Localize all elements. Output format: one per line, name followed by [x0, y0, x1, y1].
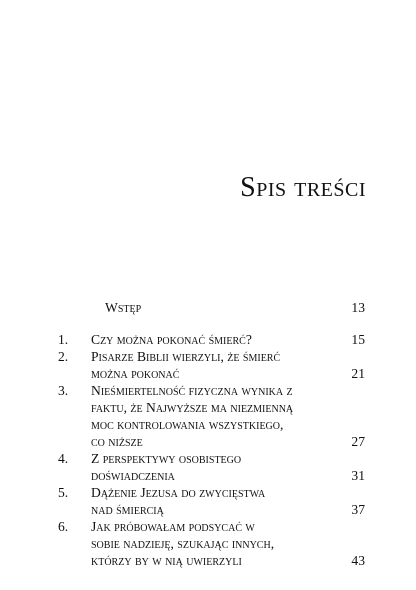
toc-entry-page: 31 [351, 468, 365, 483]
toc-entry-line: Pisarze Biblii wierzyli, że śmierć [91, 349, 281, 364]
toc-entry-label [105, 299, 335, 316]
toc-entry-line: sobie nadzieję, szukając innych, [91, 536, 275, 551]
toc-entry-title [91, 450, 321, 484]
toc-entry-line: Nieśmiertelność fizyczna wynika z [91, 383, 293, 398]
toc-entry-title [91, 331, 321, 348]
toc-entry-number: 5. [58, 485, 69, 500]
toc-entry-page: 27 [351, 434, 365, 449]
toc-entry-number: 4. [58, 451, 69, 466]
toc-entry-page: 15 [351, 332, 365, 347]
toc-entry-line: moc kontrolowania wszystkiego, [91, 417, 284, 432]
toc-entry-line: doświadczenia [91, 468, 175, 483]
toc-entry-number: 3. [58, 383, 69, 398]
toc-entry-title [91, 518, 321, 569]
toc-entry-number: 6. [58, 519, 69, 534]
toc-entry-line: co niższe [91, 434, 143, 449]
toc-entry-page: 43 [351, 553, 365, 568]
toc-entry-line: można pokonać [91, 366, 180, 381]
toc-entry-line: Czy można pokonać śmierć? [91, 332, 252, 347]
toc-entry-page: 37 [351, 502, 365, 517]
toc-entry-number: 1. [58, 332, 69, 347]
toc-entry-page: 21 [351, 366, 365, 381]
toc-entry-line: Dążenie Jezusa do zwycięstwa [91, 485, 266, 500]
toc-entry-title [91, 484, 321, 518]
page-title: Spis treści [240, 172, 366, 203]
toc-entry-line: którzy by w nią uwierzyli [91, 553, 242, 568]
toc-entry-line: Jak próbowałam podsycać w [91, 519, 255, 534]
toc-entry-line: nad śmiercią [91, 502, 164, 517]
toc-entry-title [91, 382, 321, 450]
toc-entry-line: faktu, że Najwyższe ma niezmienną [91, 400, 294, 415]
toc-entry-page: 13 [351, 300, 365, 315]
toc-entry-line: Z perspektywy osobistego [91, 451, 242, 466]
toc-entry-line: Wstęp [105, 300, 142, 315]
toc-entry-title [91, 348, 321, 382]
toc-entry-number: 2. [58, 349, 69, 364]
